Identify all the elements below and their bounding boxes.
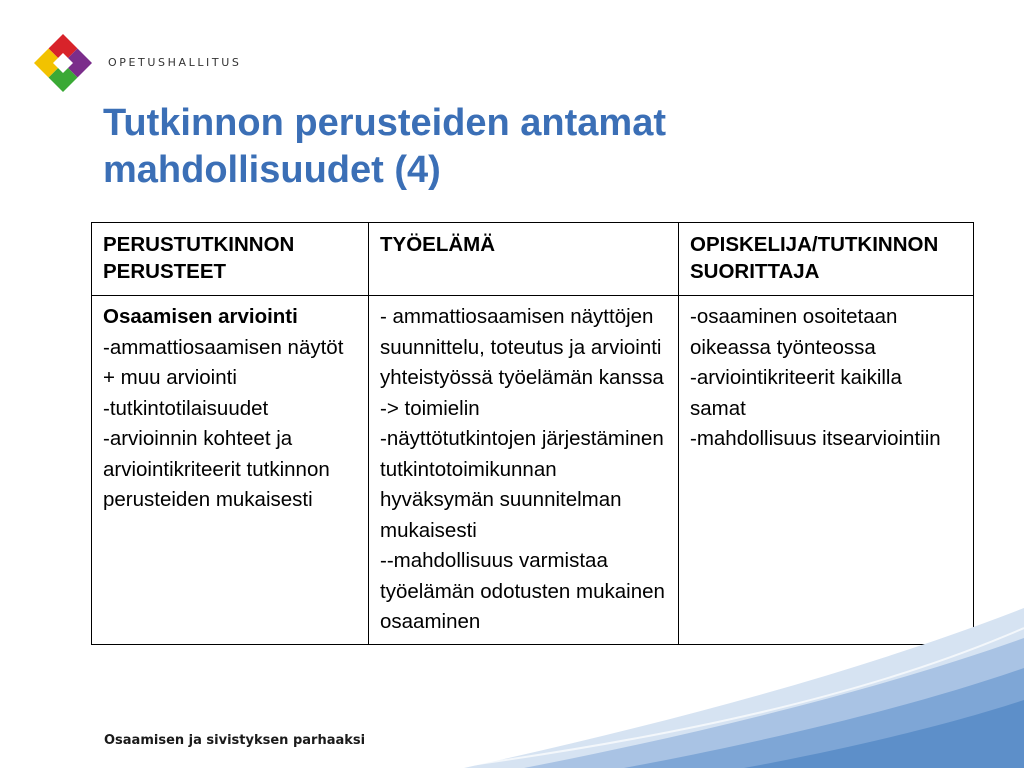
decorative-waves — [464, 608, 1024, 768]
cell-line: -näyttötutkintojen järjestäminen tutkintotoimikunnan hyväksymän suunnitelman mukaisesti — [380, 427, 664, 542]
column-header-opiskelija: OPISKELIJA/TUTKINNON SUORITTAJA — [679, 223, 974, 296]
title-line-2: mahdollisuudet (4) — [103, 149, 441, 191]
cell-perustutkinnon — [92, 296, 369, 645]
brand-name: OPETUSHALLITUS — [108, 56, 242, 69]
title-line-1: Tutkinnon perusteiden antamat — [103, 102, 667, 144]
opetushallitus-logo — [34, 34, 92, 92]
comparison-table — [91, 222, 974, 645]
cell-line: -osaaminen osoitetaan oikeassa työnteossa — [690, 305, 898, 359]
cell-line: -arvioinnin kohteet ja arviointikriteerit tutkinnon perusteiden mukaisesti — [103, 427, 330, 511]
table-row — [92, 296, 974, 645]
column-header-perustutkinnon: PERUSTUTKINNON PERUSTEET — [92, 223, 369, 296]
cell-line: -tutkintotilaisuudet — [103, 396, 269, 420]
cell-heading: Osaamisen arviointi — [103, 305, 298, 328]
cell-line: -arviointikriteerit kaikilla samat — [690, 366, 902, 420]
footer-tagline: Osaamisen ja sivistyksen parhaaksi — [104, 733, 366, 748]
cell-opiskelija — [679, 296, 974, 645]
cell-tyoelama — [369, 296, 679, 645]
cell-line: -mahdollisuus itsearviointiin — [690, 427, 941, 450]
cell-line: --mahdollisuus varmistaa työelämän odotusten mukainen osaaminen — [380, 549, 665, 633]
cell-line: - ammattiosaamisen näyttöjen suunnittelu, toteutus ja arviointi yhteistyössä työelämän kanssa -> toimielin — [380, 305, 664, 420]
slide-title — [103, 100, 923, 194]
column-header-tyoelama: TYÖELÄMÄ — [369, 223, 679, 296]
table-header-row — [92, 223, 974, 296]
cell-line: -ammattiosaamisen näytöt + muu arviointi — [103, 335, 344, 389]
